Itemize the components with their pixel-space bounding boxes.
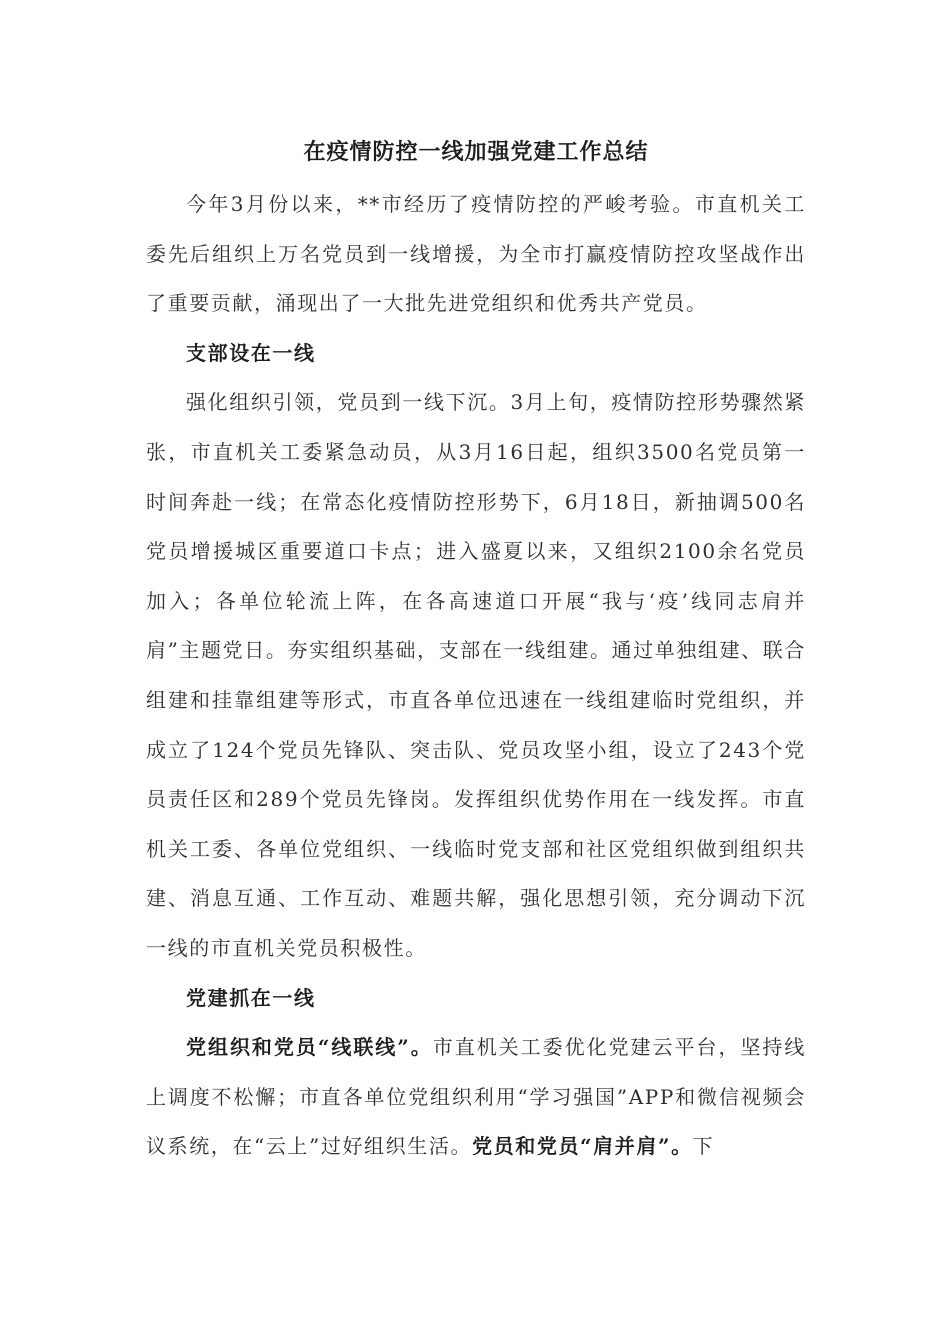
body-text-line-link: 市直机关工委优化党建云平台，坚持线上调度不松懈；市直各单位党组织利用“学习强国”APP和微信视频会议系统，在“云上”过好组织生活。 xyxy=(146,1035,806,1159)
section-body-branch: 强化组织引领，党员到一线下沉。3月上旬，疫情防控形势骤然紧张，市直机关工委紧急动员，从3月16日起，组织3500名党员第一时间奔赴一线；在常态化疫情防控形势下，6月18日，新抽调500名党员增援城区重要道口卡点；进入盛夏以来，又组织2100余名党员加入；各单位轮流上阵，在各高速道口开展“我与‘疫’线同志肩并肩”主题党日。夯实组织基础，支部在一线组建。通过单独组建、联合组建和挂靠组建等形式，市直各单位迅速在一线组建临时党组织，并成立了124个党员先锋队、突击队、党员攻坚小组，设立了243个党员责任区和289个党员先锋岗。发挥组织优势作用在一线发挥。市直机关工委、各单位党组织、一线临时党支部和社区党组织做到组织共建、消息互通、工作互动、难题共解，强化思想引领，充分调动下沉一线的市直机关党员积极性。 xyxy=(146,390,806,960)
section-heading-party-building: 党建抓在一线 xyxy=(186,985,316,1010)
bold-lead-line-link: 党组织和党员“线联线”。 xyxy=(186,1035,433,1060)
bold-lead-shoulder: 党员和党员“肩并肩”。 xyxy=(472,1134,693,1159)
section-heading-branch: 支部设在一线 xyxy=(186,340,316,365)
body-text-shoulder: 下 xyxy=(692,1134,715,1159)
section-body-party-building xyxy=(146,1023,806,1172)
intro-paragraph: 今年3月份以来，**市经历了疫情防控的严峻考验。市直机关工委先后组织上万名党员到一线增援，为全市打赢疫情防控攻坚战作出了重要贡献，涌现出了一大批先进党组织和优秀共产党员。 xyxy=(146,192,806,316)
document-title: 在疫情防控一线加强党建工作总结 xyxy=(303,139,649,165)
document-page xyxy=(146,124,806,1172)
